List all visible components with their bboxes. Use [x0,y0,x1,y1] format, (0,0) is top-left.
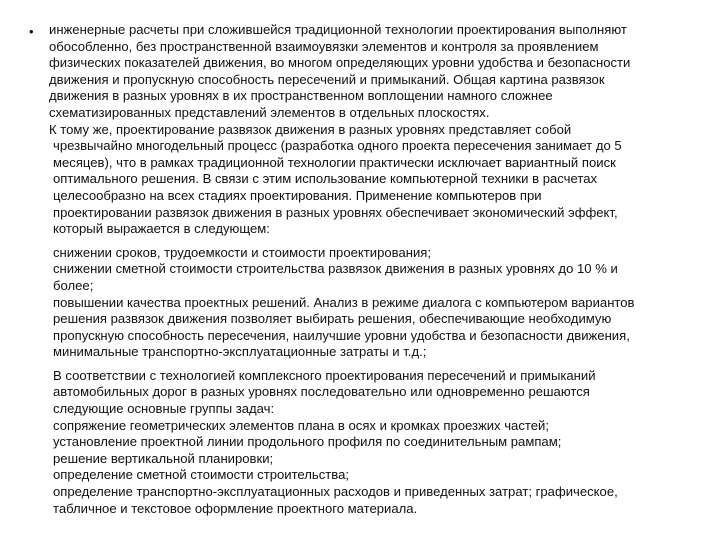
paragraph-engineering-calculations [49,22,717,122]
text-line: определение сметной стоимости строительства; [53,467,350,483]
text-line: автомобильных дорог в разных уровнях последовательно или одновременно решаются [53,384,590,400]
text-line: чрезвычайно многодельный процесс (разработка одного проекта пересечения занимает до 5 [53,138,622,154]
text-line: движения в разных уровнях в их пространственном воплощении намного сложнее [49,88,553,104]
text-line: снижении сроков, трудоемкости и стоимости проектирования; [53,244,432,260]
paragraph-benefits [49,245,717,361]
spacer [49,361,717,368]
bullet-point: • [29,24,34,39]
text-line: который выражается в следующем: [53,221,270,237]
text-line: схематизированных представлений элементов в отдельных плоскостях. [49,104,490,120]
slide-text [49,22,717,517]
text-line: сопряжение геометрических элементов плана в осях и кромках проезжих частей; [53,417,549,433]
text-line: движения и пропускную способность пересечений и примыканий. Общая картина развязок [49,71,605,87]
text-line: инженерные расчеты при сложившейся традиционной технологии проектирования выполняют [49,22,627,37]
text-line: решения развязок движения позволяет выбирать решения, обеспечивающие необходимую [53,311,612,327]
text-line: решение вертикальной планировки; [53,450,274,466]
text-line: обособленно, без пространственной взаимоувязки элементов и контроля за проявлением [49,38,599,54]
text-line: минимальные транспортно-эксплуатационные затраты и т.д.; [53,344,427,360]
text-line: физических показателей движения, во многом определяющих уровни удобства и безопасности [49,55,631,71]
text-line: снижении сметной стоимости строительства развязок движения в разных уровнях до 10 % и [53,261,618,277]
text-line: оптимального решения. В связи с этим использование компьютерной техники в расчетах [53,171,598,187]
text-line: целесообразно на всех стадиях проектирования. Применение компьютеров при [53,187,542,203]
text-line: установление проектной линии продольного профиля по соединительным рампам; [53,434,562,450]
text-line: более; [53,277,94,293]
text-line: В соответствии с технологией комплексного проектирования пересечений и примыканий [53,367,596,383]
spacer [49,238,717,245]
text-line: определение транспортно-эксплуатационных расходов и приведенных затрат; графическое, [53,484,618,500]
text-line: следующие основные группы задач: [53,401,275,417]
text-line: табличное и текстовое оформление проектного материала. [53,500,418,516]
text-line: проектировании развязок движения в разных уровнях обеспечивает экономический эффект, [53,204,618,220]
text-line: пропускную способность пересечения, наилучшие уровни удобства и безопасности движения, [53,327,630,343]
paragraph-computer-usage [49,122,717,238]
paragraph-design-tasks [49,368,717,517]
text-line: месяцев), что в рамках традиционной технологии практически исключает вариантный поиск [53,154,616,170]
text-line: К тому же, проектирование развязок движения в разных уровнях представляет собой [49,121,572,137]
text-line: повышении качества проектных решений. Анализ в режиме диалога с компьютером вариантов [53,294,635,310]
